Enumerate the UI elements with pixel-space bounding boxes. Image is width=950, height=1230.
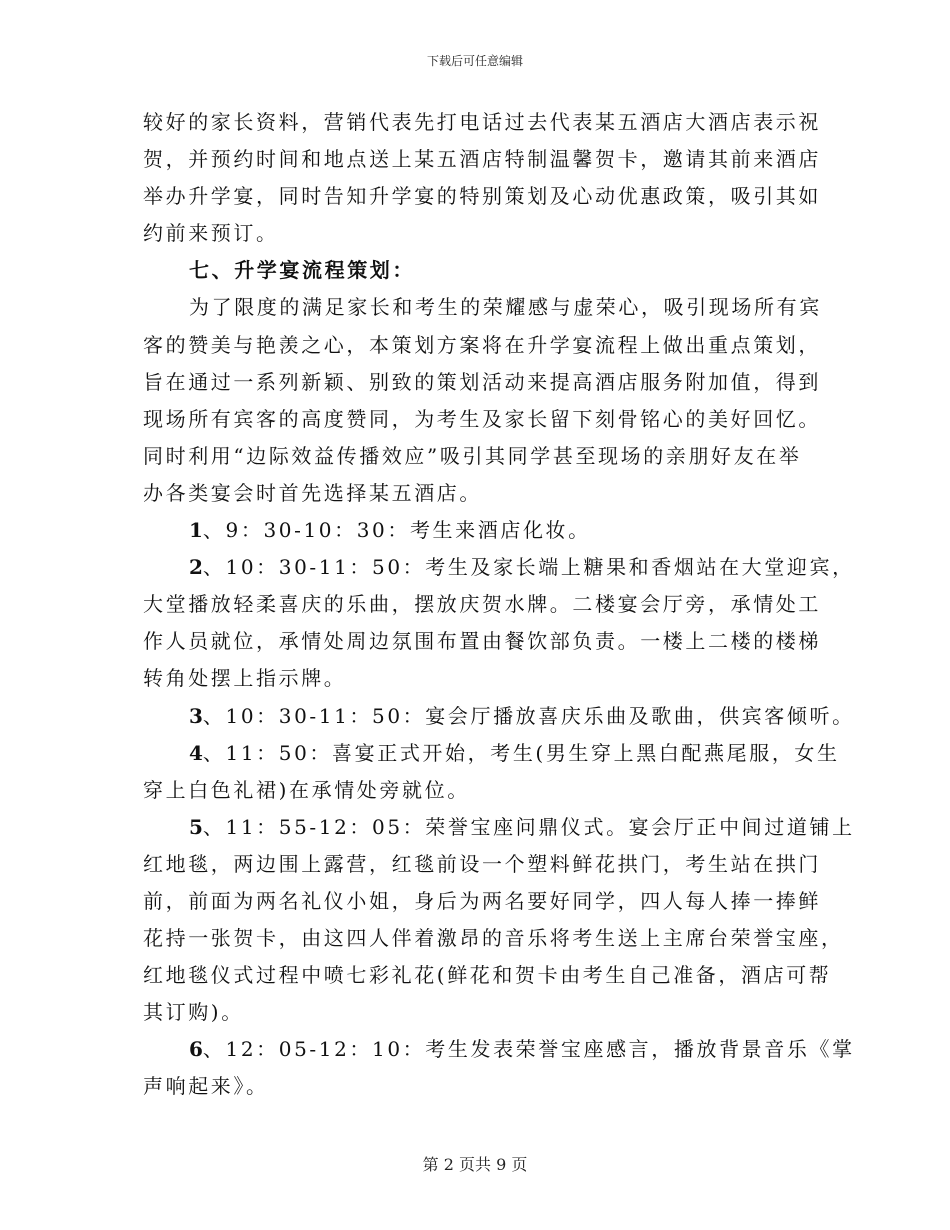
body-line: 约前来预订。 [143, 221, 279, 246]
item-number: 5 [189, 814, 203, 839]
body-line: 举办升学宴，同时告知升学宴的特别策划及心动优惠政策，吸引其如 [143, 184, 821, 209]
item-number: 1 [189, 518, 203, 543]
body-line: 声响起来》。 [143, 1074, 269, 1099]
item-number: 6 [189, 1037, 203, 1062]
body-line: 为了限度的满足家长和考生的荣耀感与虚荣心，吸引现场所有宾 [189, 295, 822, 320]
item-number: 2 [189, 555, 203, 580]
page-header: 下载后可任意编辑 [426, 54, 523, 68]
body-line: 客的赞美与艳羡之心，本策划方案将在升学宴流程上做出重点策划， [143, 332, 821, 357]
list-item-4 [143, 735, 840, 772]
page-footer: 第 2 页共 9 页 [422, 1155, 528, 1174]
item-text: 、9：30-10：30：考生来酒店化妆。 [202, 518, 591, 543]
body-line: 贺，并预约时间和地点送上某五酒店特制温馨贺卡，邀请其前来酒店 [143, 147, 821, 172]
body-line: 作人员就位，承情处周边氛围布置由餐饮部负责。一楼上二楼的楼梯 [143, 629, 821, 654]
body-line: 办各类宴会时首先选择某五酒店。 [143, 480, 482, 505]
list-item-3 [143, 698, 855, 735]
body-line: 其订购)。 [143, 1000, 244, 1025]
item-text: 、12：05-12：10：考生发表荣誉宝座感言，播放背景音乐《掌 [202, 1037, 855, 1062]
item-text: 、10：30-11：50：宴会厅播放喜庆乐曲及歌曲，供宾客倾听。 [202, 703, 855, 728]
document-body [143, 104, 855, 1106]
body-line: 前，前面为两名礼仪小姐，身后为两名要好同学，四人每人捧一捧鲜 [143, 888, 821, 913]
body-line: 现场所有宾客的高度赞同，为考生及家长留下刻骨铭心的美好回忆。 [143, 406, 821, 431]
body-line: 穿上白色礼裙)在承情处旁就位。 [143, 777, 470, 802]
section-heading: 七、升学宴流程策划： [189, 258, 415, 283]
body-line: 大堂播放轻柔喜庆的乐曲，摆放庆贺水牌。二楼宴会厅旁，承情处工 [143, 592, 821, 617]
body-line: 花持一张贺卡，由这四人伴着激昂的音乐将考生送上主席台荣誉宝座， [143, 926, 844, 951]
body-line: 转角处摆上指示牌。 [143, 666, 347, 691]
body-line: 旨在通过一系列新颖、别致的策划活动来提高酒店服务附加值，得到 [143, 369, 821, 394]
list-item-6 [143, 1031, 855, 1068]
list-item-1 [143, 512, 807, 549]
item-number: 4 [189, 740, 203, 765]
item-text: 、11：50：喜宴正式开始，考生(男生穿上黑白配燕尾服，女生 [202, 740, 840, 765]
item-number: 3 [189, 703, 203, 728]
item-text: 、11：55-12：05：荣誉宝座问鼎仪式。宴会厅正中间过道铺上 [202, 814, 855, 839]
list-item-2 [143, 549, 855, 586]
body-line: 较好的家长资料，营销代表先打电话过去代表某五酒店大酒店表示祝 [143, 110, 821, 134]
body-line: 红地毯仪式过程中喷七彩礼花(鲜花和贺卡由考生自己准备，酒店可帮 [143, 963, 832, 988]
list-item-5 [143, 809, 855, 846]
body-line: 红地毯，两边围上露营，红毯前设一个塑料鲜花拱门，考生站在拱门 [143, 851, 821, 876]
item-text: 、10：30-11：50：考生及家长端上糖果和香烟站在大堂迎宾， [202, 555, 855, 580]
body-line: 同时利用“边际效益传播效应”吸引其同学甚至现场的亲朋好友在举 [143, 443, 802, 468]
